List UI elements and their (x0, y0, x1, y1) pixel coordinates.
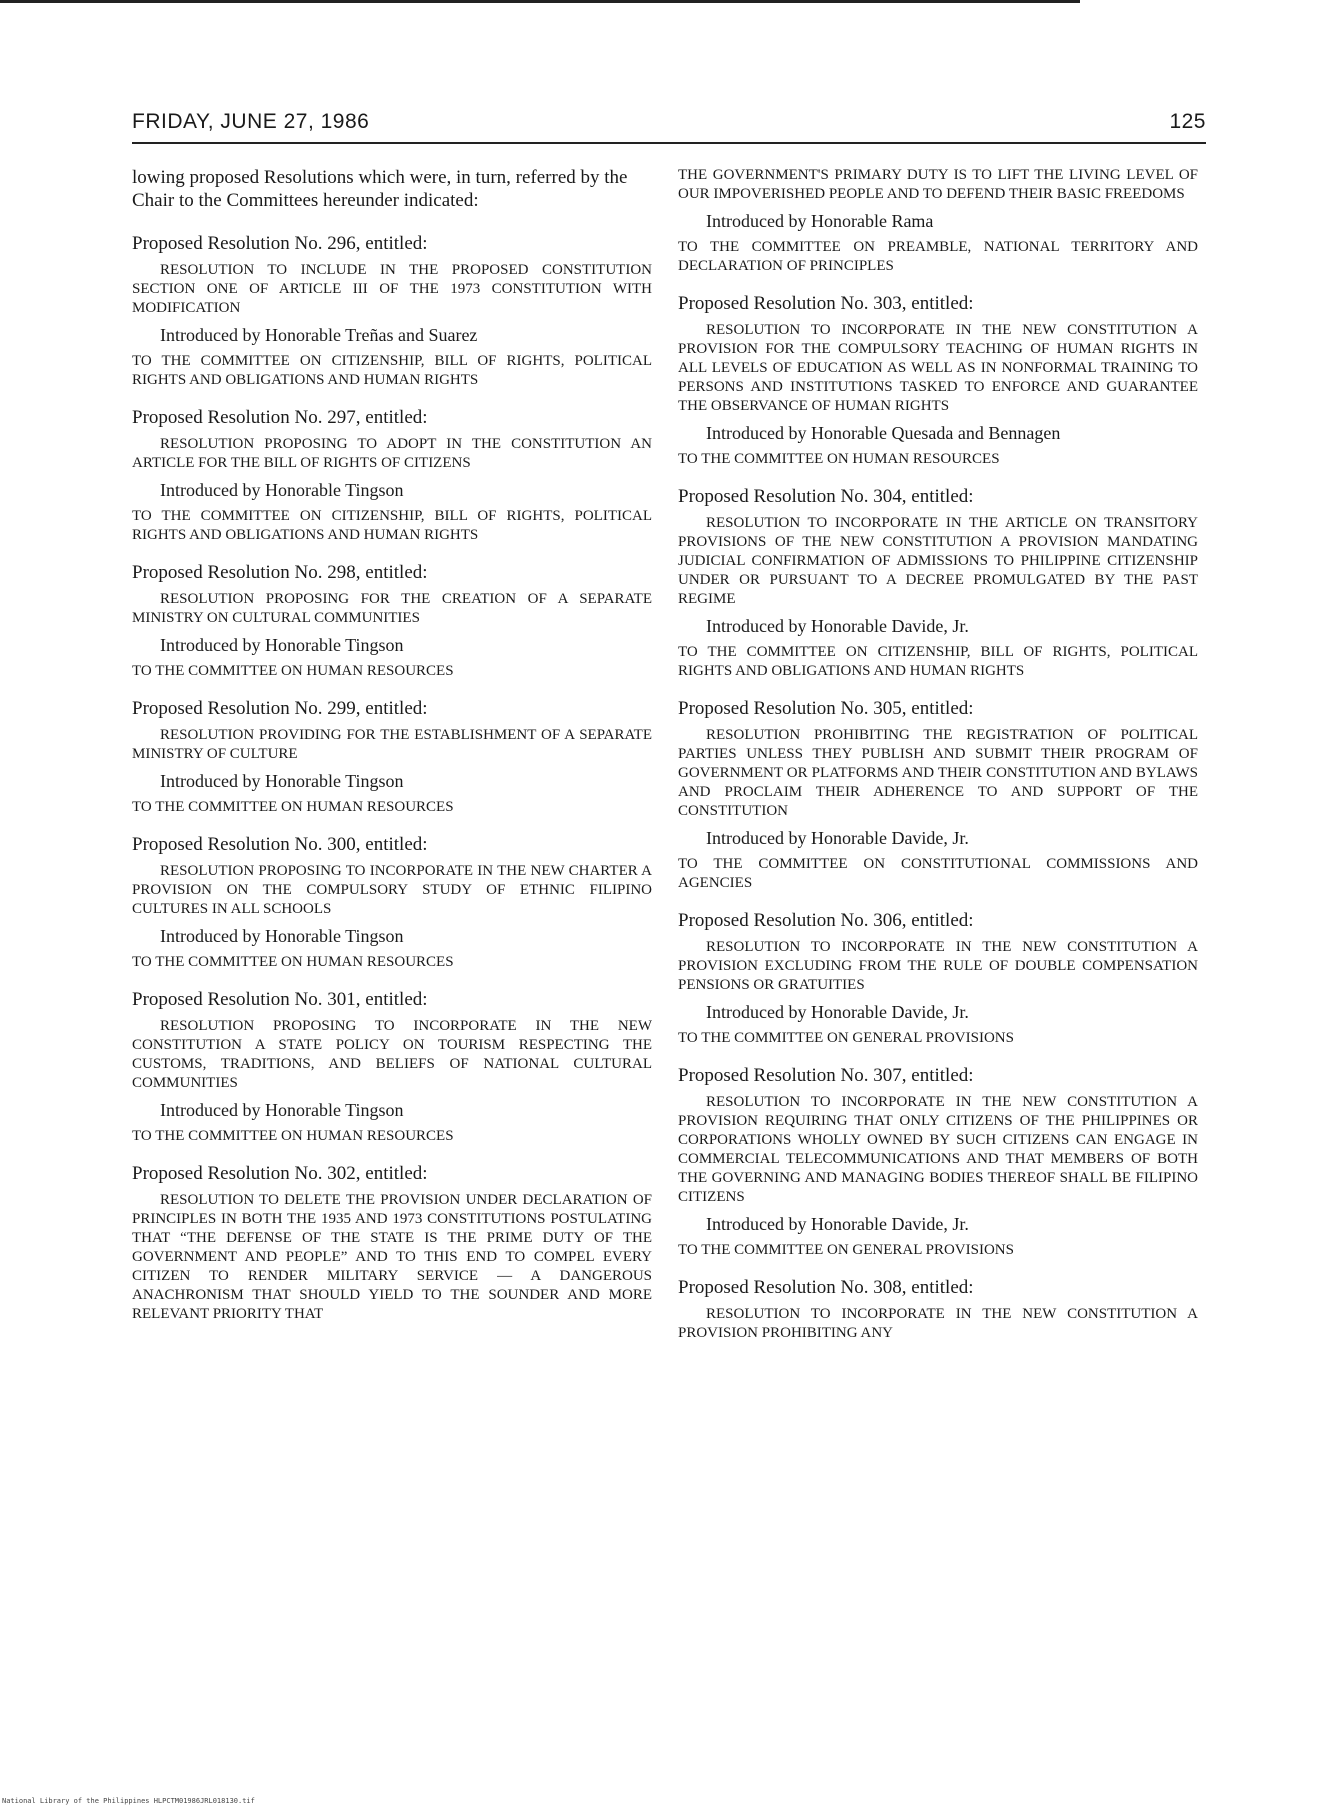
resolution-introducer: Introduced by Honorable Tingson (160, 1100, 404, 1120)
resolution-introducer: Introduced by Honorable Davide, Jr. (706, 1214, 969, 1234)
resolution-body: RESOLUTION PROPOSING FOR THE CREATION OF A SEPARATE MINISTRY ON CULTURAL COMMUNITIES (132, 591, 652, 626)
resolution-body: RESOLUTION TO INCORPORATE IN THE NEW CONSTITUTION A PROVISION FOR THE COMPULSORY TEACHING OF HUMAN RIGHTS IN ALL LEVELS OF EDUCATION AS WELL AS IN NONFORMAL TRAINING TO PERSONS AND INSTITUTIONS TASKED TO ENFORCE AND GUARANTEE THE OBSERVANCE OF HUMAN RIGHTS (678, 322, 1198, 414)
resolution-introducer: Introduced by Honorable Tingson (160, 926, 404, 946)
resolution-title: Proposed Resolution No. 302, entitled: (132, 1163, 428, 1184)
resolution-title: Proposed Resolution No. 298, entitled: (132, 562, 428, 583)
resolution-title: Proposed Resolution No. 304, entitled: (678, 486, 974, 507)
resolution-304 (678, 485, 1198, 681)
resolution-committee: TO THE COMMITTEE ON HUMAN RESOURCES (132, 663, 454, 679)
resolution-committee: TO THE COMMITTEE ON CITIZENSHIP, BILL OF RIGHTS, POLITICAL RIGHTS AND OBLIGATIONS AND HUMAN RIGHTS (678, 644, 1198, 679)
intro-paragraph: lowing proposed Resolutions which were, in turn, referred by the Chair to the Committees hereunder indicated: (132, 167, 628, 211)
resolution-committee: TO THE COMMITTEE ON HUMAN RESOURCES (132, 1128, 454, 1144)
resolution-body: RESOLUTION PROPOSING TO ADOPT IN THE CONSTITUTION AN ARTICLE FOR THE BILL OF RIGHTS OF CITIZENS (132, 436, 652, 471)
resolution-298 (132, 561, 652, 681)
resolution-title: Proposed Resolution No. 297, entitled: (132, 407, 428, 428)
resolution-introducer: Introduced by Honorable Treñas and Suarez (160, 325, 478, 345)
resolution-body-continued: THE GOVERNMENT'S PRIMARY DUTY IS TO LIFT THE LIVING LEVEL OF OUR IMPOVERISHED PEOPLE AND TO DEFEND THEIR BASIC FREEDOMS (678, 167, 1198, 202)
resolution-307 (678, 1064, 1198, 1260)
resolution-body: RESOLUTION PROVIDING FOR THE ESTABLISHMENT OF A SEPARATE MINISTRY OF CULTURE (132, 727, 652, 762)
resolution-302-continued (678, 166, 1198, 276)
top-scan-rule (0, 0, 1080, 3)
resolution-committee: TO THE COMMITTEE ON PREAMBLE, NATIONAL TERRITORY AND DECLARATION OF PRINCIPLES (678, 239, 1198, 274)
resolution-title: Proposed Resolution No. 307, entitled: (678, 1065, 974, 1086)
resolution-committee: TO THE COMMITTEE ON HUMAN RESOURCES (678, 451, 1000, 467)
resolution-297 (132, 406, 652, 545)
resolution-body: RESOLUTION PROPOSING TO INCORPORATE IN THE NEW CHARTER A PROVISION ON THE COMPULSORY STUDY OF ETHNIC FILIPINO CULTURES IN ALL SCHOOLS (132, 863, 652, 917)
resolution-301 (132, 988, 652, 1146)
page-number: 125 (1169, 110, 1206, 133)
resolution-body: RESOLUTION TO INCLUDE IN THE PROPOSED CONSTITUTION SECTION ONE OF ARTICLE III OF THE 1973 CONSTITUTION WITH MODIFICATION (132, 262, 652, 316)
resolution-body: RESOLUTION TO DELETE THE PROVISION UNDER DECLARATION OF PRINCIPLES IN BOTH THE 1935 AND 1973 CONSTITUTIONS POSTULATING THAT “THE DEFENSE OF THE STATE IS THE PRIME DUTY OF THE GOVERNMENT AND PEOPLE” AND TO THIS END TO COMPEL EVERY CITIZEN TO RENDER MILITARY SERVICE — A DANGEROUS ANACHRONISM THAT SHOULD YIELD TO THE SOUNDER AND MORE RELEVANT PRIORITY THAT (132, 1192, 652, 1322)
page-header (132, 110, 1206, 134)
resolution-302 (132, 1162, 652, 1324)
scan-footer: National Library of the Philippines HLPCTM01986JRL018130.tif (2, 1797, 255, 1805)
resolution-title: Proposed Resolution No. 308, entitled: (678, 1277, 974, 1298)
resolution-title: Proposed Resolution No. 301, entitled: (132, 989, 428, 1010)
page-date: FRIDAY, JUNE 27, 1986 (132, 110, 370, 133)
resolution-body: RESOLUTION TO INCORPORATE IN THE NEW CONSTITUTION A PROVISION EXCLUDING FROM THE RULE OF DOUBLE COMPENSATION PENSIONS OR GRATUITIES (678, 939, 1198, 993)
resolution-committee: TO THE COMMITTEE ON HUMAN RESOURCES (132, 799, 454, 815)
resolution-body: RESOLUTION PROPOSING TO INCORPORATE IN THE NEW CONSTITUTION A STATE POLICY ON TOURISM RESPECTING THE CUSTOMS, TRADITIONS, AND BELIEFS OF NATIONAL CULTURAL COMMUNITIES (132, 1018, 652, 1091)
resolution-300 (132, 833, 652, 972)
resolution-title: Proposed Resolution No. 303, entitled: (678, 293, 974, 314)
resolution-305 (678, 697, 1198, 893)
resolution-title: Proposed Resolution No. 299, entitled: (132, 698, 428, 719)
resolution-title: Proposed Resolution No. 296, entitled: (132, 233, 428, 254)
resolution-introducer: Introduced by Honorable Quesada and Bennagen (706, 423, 1061, 443)
resolution-body: RESOLUTION TO INCORPORATE IN THE ARTICLE ON TRANSITORY PROVISIONS OF THE NEW CONSTITUTION A PROVISION MANDATING JUDICIAL CONFIRMATION OF ADMISSIONS TO PHILIPPINE CITIZENSHIP UNDER OR PURSUANT TO A DECREE PROMULGATED BY THE PAST REGIME (678, 515, 1198, 607)
resolution-308 (678, 1276, 1198, 1343)
resolution-committee: TO THE COMMITTEE ON GENERAL PROVISIONS (678, 1030, 1014, 1046)
left-column (132, 166, 652, 1340)
right-column (678, 166, 1198, 1359)
resolution-306 (678, 909, 1198, 1048)
resolution-introducer: Introduced by Honorable Rama (706, 211, 934, 231)
resolution-committee: TO THE COMMITTEE ON CONSTITUTIONAL COMMISSIONS AND AGENCIES (678, 856, 1198, 891)
resolution-body: RESOLUTION PROHIBITING THE REGISTRATION OF POLITICAL PARTIES UNLESS THEY PUBLISH AND SUBMIT THEIR PROGRAM OF GOVERNMENT OR PLATFORMS AND THEIR CONSTITUTION AND BYLAWS AND PROCLAIM THEIR ADHERENCE TO AND SUPPORT OF THE CONSTITUTION (678, 727, 1198, 819)
resolution-299 (132, 697, 652, 817)
resolution-introducer: Introduced by Honorable Tingson (160, 635, 404, 655)
resolution-title: Proposed Resolution No. 305, entitled: (678, 698, 974, 719)
resolution-title: Proposed Resolution No. 306, entitled: (678, 910, 974, 931)
resolution-introducer: Introduced by Honorable Davide, Jr. (706, 1002, 969, 1022)
resolution-committee: TO THE COMMITTEE ON CITIZENSHIP, BILL OF RIGHTS, POLITICAL RIGHTS AND OBLIGATIONS AND HUMAN RIGHTS (132, 508, 652, 543)
resolution-introducer: Introduced by Honorable Davide, Jr. (706, 616, 969, 636)
resolution-title: Proposed Resolution No. 300, entitled: (132, 834, 428, 855)
resolution-introducer: Introduced by Honorable Tingson (160, 480, 404, 500)
resolution-body: RESOLUTION TO INCORPORATE IN THE NEW CONSTITUTION A PROVISION PROHIBITING ANY (678, 1306, 1198, 1341)
header-rule (132, 142, 1206, 144)
resolution-body: RESOLUTION TO INCORPORATE IN THE NEW CONSTITUTION A PROVISION REQUIRING THAT ONLY CITIZENS OF THE PHILIPPINES OR CORPORATIONS WHOLLY OWNED BY SUCH CITIZENS CAN ENGAGE IN COMMERCIAL TELECOMMUNICATIONS AND THAT MEMBERS OF BOTH THE GOVERNING AND MANAGING BODIES THEREOF SHALL BE FILIPINO CITIZENS (678, 1094, 1198, 1205)
resolution-296 (132, 232, 652, 390)
resolution-introducer: Introduced by Honorable Tingson (160, 771, 404, 791)
resolution-committee: TO THE COMMITTEE ON CITIZENSHIP, BILL OF RIGHTS, POLITICAL RIGHTS AND OBLIGATIONS AND HUMAN RIGHTS (132, 353, 652, 388)
resolution-303 (678, 292, 1198, 469)
resolution-introducer: Introduced by Honorable Davide, Jr. (706, 828, 969, 848)
resolution-committee: TO THE COMMITTEE ON GENERAL PROVISIONS (678, 1242, 1014, 1258)
resolution-committee: TO THE COMMITTEE ON HUMAN RESOURCES (132, 954, 454, 970)
